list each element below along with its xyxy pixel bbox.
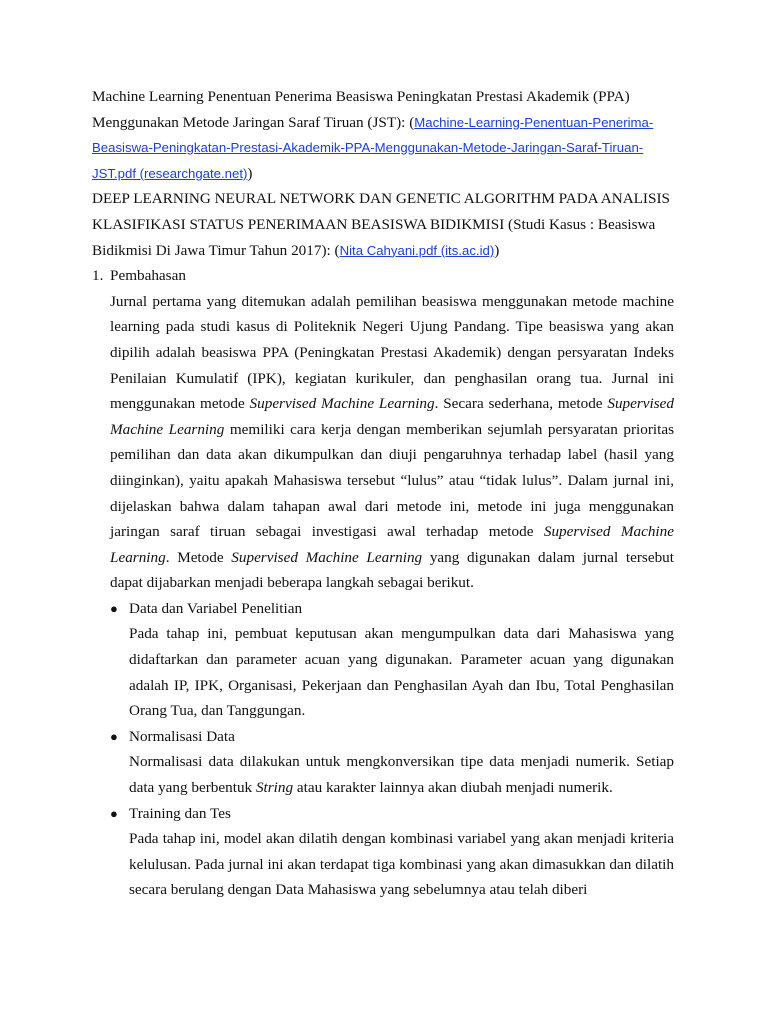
list-item-title: Data dan Variabel Penelitian — [129, 599, 303, 617]
reference-2-text: DEEP LEARNING NEURAL NETWORK DAN GENETIC ALGORITHM PADA ANALISIS KLASIFIKASI STATUS PENERIMAAN BEASISWA BIDIKMISI (Studi Kasus : Beasiswa Bidikmisi Di Jawa Timur Tahun 2017): ( — [92, 190, 670, 259]
paragraph-text-3: memiliki cara kerja dengan memberikan sejumlah persyaratan prioritas pemilihan dan data akan dikumpulkan dan diuji pengaruhnya terhadap label (hasil yang diinginkan), yaitu apakah Mahasiswa tersebut “lulus” atau “tidak lulus”. Dalam jurnal ini, dijelaskan bahwa dalam tahapan awal dari metode ini, metode ini juga menggunakan jaringan saraf tiruan sebagai investigasi awal terhadap metode — [110, 420, 674, 541]
list-item-body: Pada tahap ini, pembuat keputusan akan mengumpulkan data dari Mahasiswa yang didaftarkan dan parameter acuan yang digunakan. Parameter acuan yang digunakan adalah IP, IPK, Organisasi, Pekerjaan dan Penghasilan Ayah dan Ibu, Total Penghasilan Orang Tua, dan Tanggungan. — [129, 625, 674, 720]
reference-1-text: Machine Learning Penentuan Penerima Beasiswa Peningkatan Prestasi Akademik (PPA) Menggunakan Metode Jaringan Saraf Tiruan (JST): ( — [92, 88, 630, 131]
paragraph-emphasis-3: Supervised Machine Learning — [110, 523, 674, 566]
paragraph-text-2: . Secara sederhana, metode — [434, 395, 608, 413]
list-item-body: Pada tahap ini, model akan dilatih dengan kombinasi variabel yang akan menjadi kriteria kelulusan. Pada jurnal ini akan terdapat tiga kombinasi yang akan dimasukkan dan dilatih secara berulang dengan Data Mahasiswa yang sebelumnya atau telah diberi — [129, 830, 674, 899]
list-item — [110, 801, 674, 903]
paragraph-emphasis-4: Supervised Machine Learning — [231, 548, 423, 566]
reference-2-link[interactable]: Nita Cahyani.pdf (its.ac.id) — [339, 242, 495, 258]
list-item-body-text-end: atau karakter lainnya akan diubah menjadi numerik. — [293, 779, 613, 797]
list-item — [110, 724, 674, 801]
paragraph-text-5: yang digunakan dalam jurnal tersebut dapat dijabarkan menjadi beberapa langkah sebagai berikut. — [110, 548, 674, 592]
list-item — [110, 596, 674, 724]
paragraph-emphasis-1: Supervised Machine Learning — [249, 395, 435, 413]
list-item-body — [129, 749, 674, 800]
document-body — [92, 84, 674, 903]
reference-2-close: ) — [494, 241, 500, 259]
steps-list — [92, 596, 674, 903]
reference-1 — [92, 84, 674, 186]
section-paragraph — [92, 289, 674, 596]
list-item-title: Training dan Tes — [129, 804, 231, 822]
list-item-body-text: Normalisasi data dilakukan untuk mengkonversikan tipe data menjadi numerik. Setiap data yang berbentuk — [129, 753, 674, 797]
bullet-icon: ● — [110, 728, 118, 744]
list-item-body-emphasis: String — [255, 779, 294, 797]
paragraph-text-1: Jurnal pertama yang ditemukan adalah pemilihan beasiswa menggunakan metode machine learning pada studi kasus di Politeknik Negeri Ujung Pandang. Tipe beasiswa yang akan dipilih adalah beasiswa PPA (Peningkatan Prestasi Akademik) dengan persyaratan Indeks Penilaian Kumulatif (IPK), kegiatan kurikuler, dan penghasilan orang tua. Jurnal ini menggunakan metode — [110, 292, 674, 413]
section-title: Pembahasan — [110, 267, 186, 285]
section-number: 1. — [92, 267, 104, 285]
bullet-icon: ● — [110, 805, 118, 821]
paragraph-text-4: . Metode — [165, 548, 232, 566]
bullet-icon: ● — [110, 600, 118, 616]
section-heading — [92, 263, 674, 289]
list-item-title: Normalisasi Data — [129, 727, 235, 745]
reference-1-link[interactable]: Machine-Learning-Penentuan-Penerima-Beasiswa-Peningkatan-Prestasi-Akademik-PPA-Menggunakan-Metode-Jaringan-Saraf-Tiruan-JST.pdf (researchgate.net) — [92, 114, 654, 181]
reference-2 — [92, 186, 674, 263]
reference-1-close: ) — [247, 164, 253, 182]
paragraph-emphasis-2: Supervised Machine Learning — [110, 395, 674, 438]
